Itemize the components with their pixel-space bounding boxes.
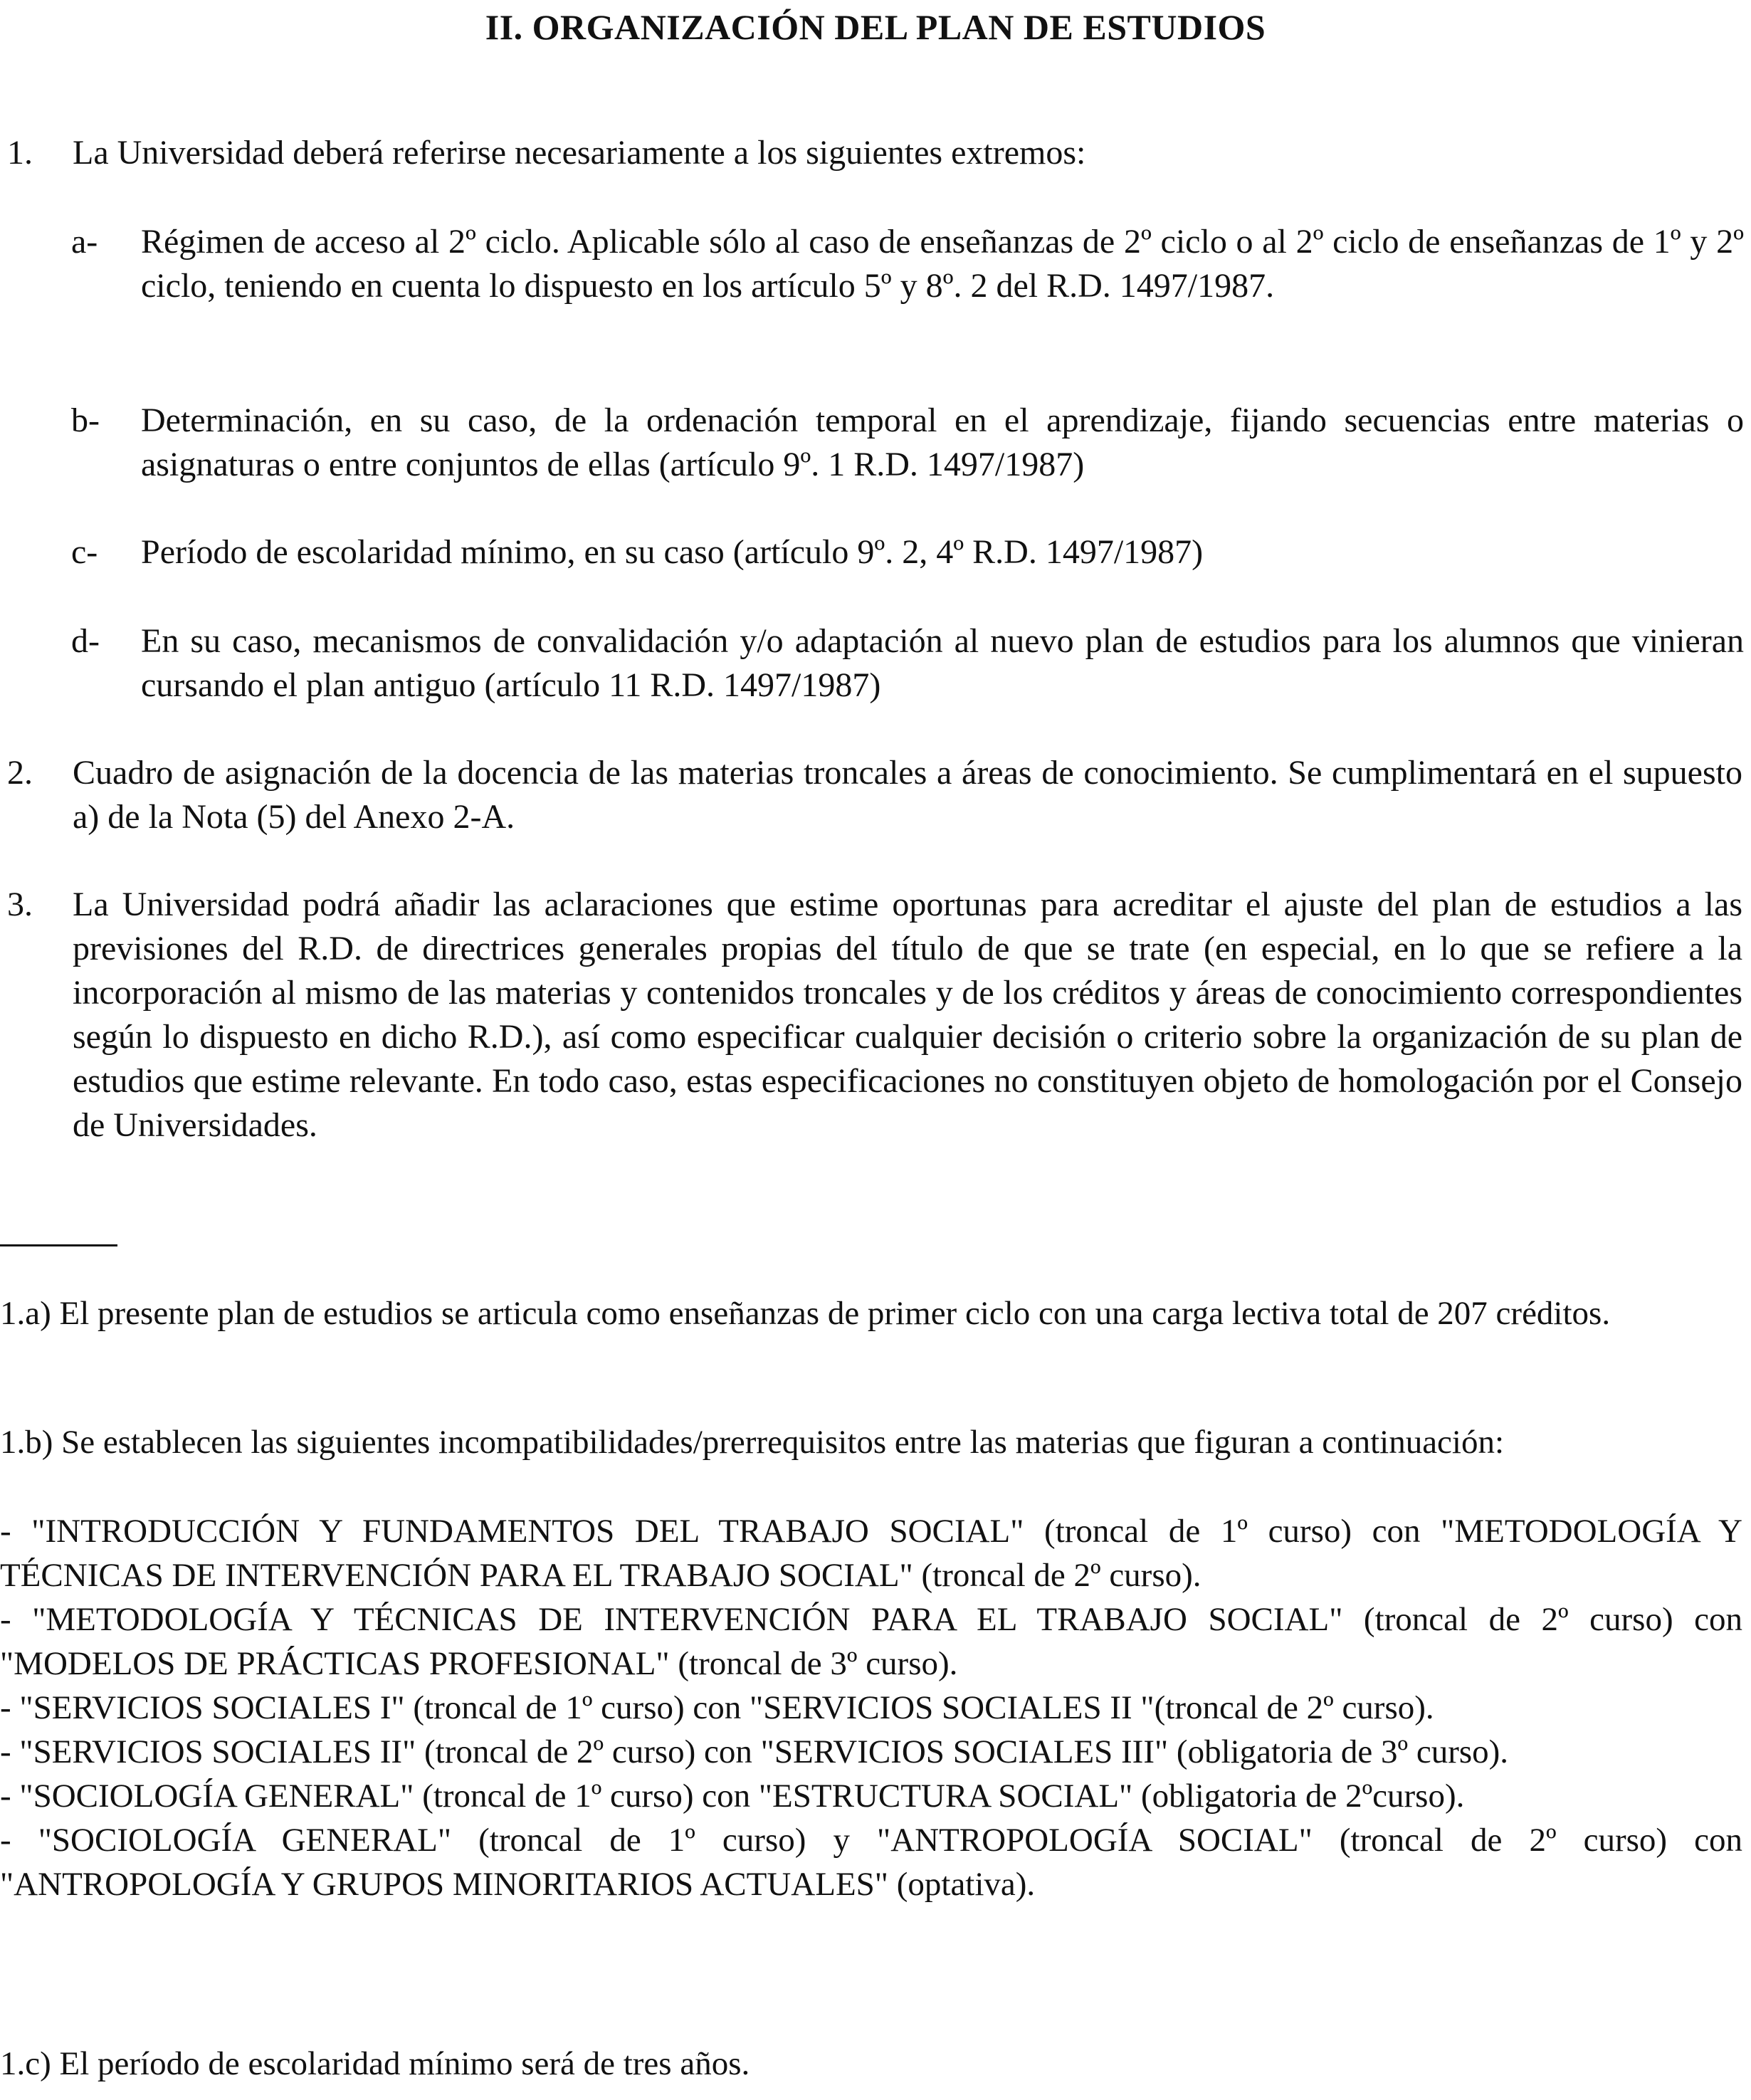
item-text: Cuadro de asignación de la docencia de las materias troncales a áreas de conocimiento. Se cumplimentará en el supuesto a) de la Nota (5) del Anexo 2-A.	[73, 754, 1742, 836]
list-item-2	[7, 751, 1742, 839]
sub-item-text: Determinación, en su caso, de la ordenación temporal en el aprendizaje, fijando secuencias entre materias o asignaturas o entre conjuntos de ellas (artículo 9º. 1 R.D. 1497/1987)	[141, 401, 1744, 483]
item-number: 3.	[7, 886, 33, 923]
sub-item-label: d-	[71, 622, 100, 660]
sub-item-label: c-	[71, 533, 98, 571]
list-item-3	[7, 883, 1742, 1148]
sub-item-b	[71, 399, 1744, 487]
sub-item-a	[71, 220, 1744, 308]
page-title: II. ORGANIZACIÓN DEL PLAN DE ESTUDIOS	[485, 7, 1266, 47]
list-item: - "SOCIOLOGÍA GENERAL" (troncal de 1º curso) y "ANTROPOLOGÍA SOCIAL" (troncal de 2º curso) con "ANTROPOLOGÍA Y GRUPOS MINORITARIOS ACTUALES" (optativa).	[0, 1822, 1742, 1903]
sub-item-text: Período de escolaridad mínimo, en su caso (artículo 9º. 2, 4º R.D. 1497/1987)	[141, 533, 1204, 571]
sub-item-c	[71, 530, 1744, 574]
sub-item-label: b-	[71, 401, 100, 439]
sub-item-text: En su caso, mecanismos de convalidación y/o adaptación al nuevo plan de estudios para los alumnos que vinieran cursando el plan antiguo (artículo 11 R.D. 1497/1987)	[141, 622, 1744, 704]
note-1a: 1.a) El presente plan de estudios se articula como enseñanzas de primer ciclo con una carga lectiva total de 207 créditos.	[0, 1295, 1611, 1332]
list-item: - "SERVICIOS SOCIALES II" (troncal de 2º curso) con "SERVICIOS SOCIALES III" (obligatoria de 3º curso).	[0, 1733, 1509, 1770]
list-item: - "SOCIOLOGÍA GENERAL" (troncal de 1º curso) con "ESTRUCTURA SOCIAL" (obligatoria de 2ºcurso).	[0, 1778, 1465, 1815]
footnote-divider	[0, 1244, 117, 1246]
sub-item-text: Régimen de acceso al 2º ciclo. Aplicable sólo al caso de enseñanzas de 2º ciclo o al 2º ciclo de enseñanzas de 1º y 2º ciclo, teniendo en cuenta lo dispuesto en los artículo 5º y 8º. 2 del R.D. 1497/1987.	[141, 223, 1744, 305]
list-item-1	[7, 131, 1742, 175]
note-1c: 1.c) El período de escolaridad mínimo será de tres años.	[0, 2045, 750, 2082]
sub-item-d	[71, 619, 1744, 708]
list-item: - "SERVICIOS SOCIALES I" (troncal de 1º curso) con "SERVICIOS SOCIALES II "(troncal de 2º curso).	[0, 1689, 1434, 1726]
list-item: - "METODOLOGÍA Y TÉCNICAS DE INTERVENCIÓN PARA EL TRABAJO SOCIAL" (troncal de 2º curso) con "MODELOS DE PRÁCTICAS PROFESIONAL" (troncal de 3º curso).	[0, 1601, 1742, 1682]
list-item: - "INTRODUCCIÓN Y FUNDAMENTOS DEL TRABAJO SOCIAL" (troncal de 1º curso) con "METODOLOGÍA Y TÉCNICAS DE INTERVENCIÓN PARA EL TRABAJO SOCIAL" (troncal de 2º curso).	[0, 1513, 1742, 1594]
prerequisite-list	[0, 1509, 1742, 1906]
item-number: 2.	[7, 754, 33, 792]
note-1b: 1.b) Se establecen las siguientes incompatibilidades/prerrequisitos entre las materias que figuran a continuación:	[0, 1424, 1505, 1461]
item-text: La Universidad podrá añadir las aclaraciones que estime oportunas para acreditar el ajuste del plan de estudios a las previsiones del R.D. de directrices generales propias del título de que se trate (en especial, en lo que se refiere a la incorporación al mismo de las materias y contenidos troncales y de los créditos y áreas de conocimiento correspondientes según lo dispuesto en dicho R.D.), así como especificar cualquier decisión o criterio sobre la organización de su plan de estudios que estime relevante. En todo caso, estas especificaciones no constituyen objeto de homologación por el Consejo de Universidades.	[73, 886, 1742, 1144]
item-text: La Universidad deberá referirse necesariamente a los siguientes extremos:	[73, 134, 1086, 172]
sub-item-label: a-	[71, 223, 98, 261]
item-number: 1.	[7, 134, 33, 172]
